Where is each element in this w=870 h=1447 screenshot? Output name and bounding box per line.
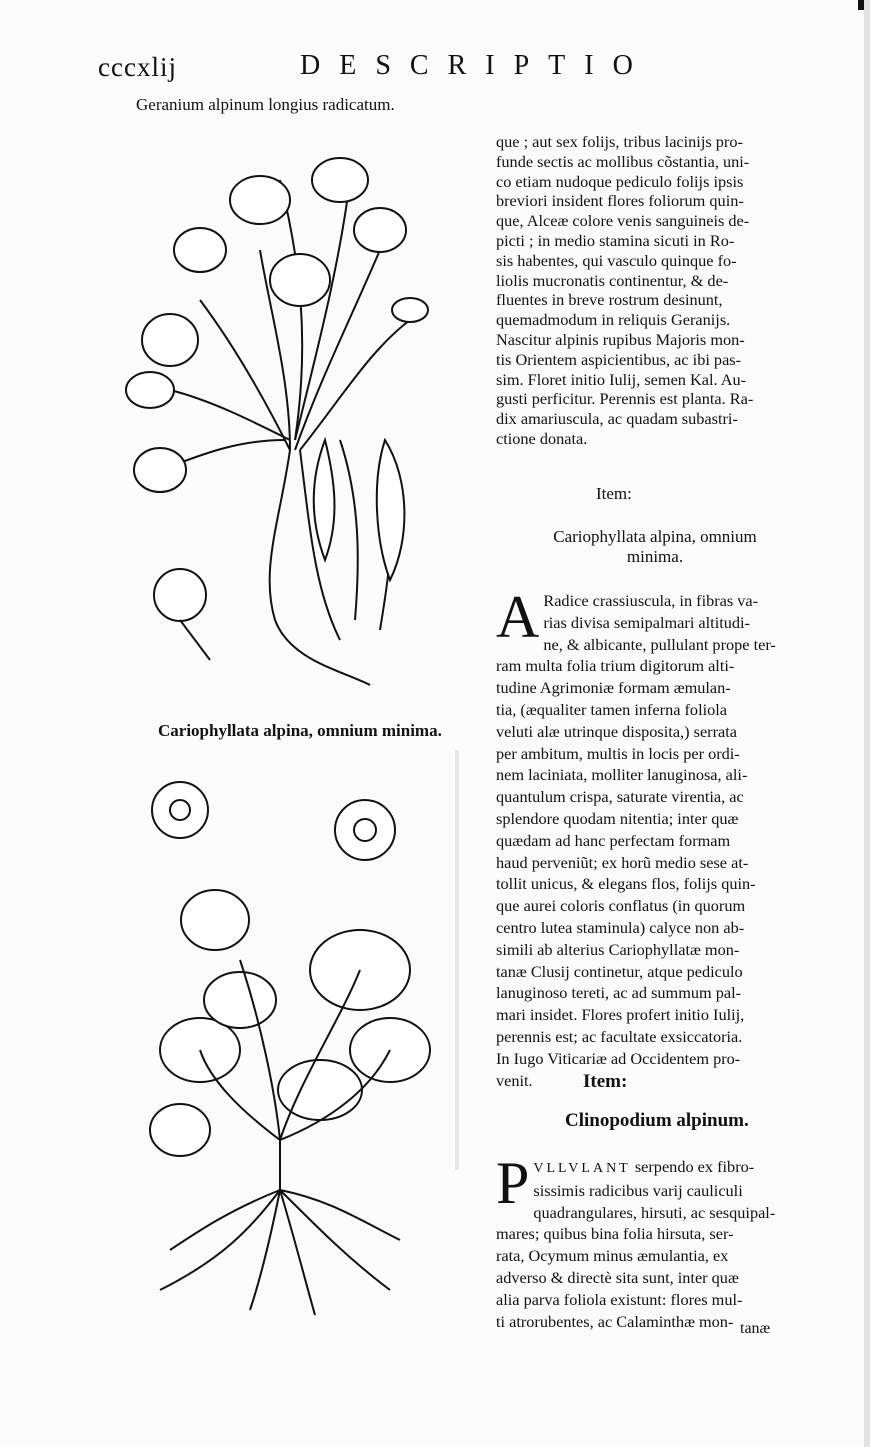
text-fragment: serpendo ex fibro- <box>634 1157 755 1176</box>
text-line: tanæ Clusij continetur, atque pediculo <box>496 961 743 981</box>
text-line: ram multa folia trium digitorum alti- <box>496 656 735 676</box>
text-line: Radice crassiuscula, in fibras va- <box>543 591 759 610</box>
text-line: fluentes in breve rostrum desinunt, <box>496 290 723 310</box>
running-head: DESCRIPTIO <box>300 50 652 81</box>
text-line: que ; aut sex folijs, tribus lacinijs pro- <box>496 132 743 151</box>
section-title-cariophyllata <box>505 527 805 567</box>
text-line: quædam ad hanc perfectam formam <box>496 830 731 850</box>
text-line: gusti perficitur. Perennis est planta. Ra- <box>496 389 754 409</box>
text-line: breviori insident flores foliorum quin- <box>496 191 744 211</box>
text-line: rias divisa semipalmari altitudi- <box>543 612 750 632</box>
text-line: funde sectis ac mollibus cõstantia, uni- <box>496 151 750 171</box>
text-line: ctione donata. <box>496 428 588 448</box>
text-line: In Iugo Viticariæ ad Occidentem pro- <box>496 1048 741 1068</box>
text-line: mares; quibus bina folia hirsuta, ser- <box>496 1224 734 1244</box>
text-line: ne, & albicante, pullulant prope ter- <box>543 634 776 654</box>
text-line: veluti alæ utrinque disposita,) serrata <box>496 721 737 741</box>
opening-word: VLLVLANT <box>533 1161 631 1176</box>
section-label-item: Item: <box>596 484 632 503</box>
text-line: centro lutea staminula) calyce non ab- <box>496 917 745 937</box>
text-line: rata, Ocymum minus æmulantia, ex <box>496 1246 729 1266</box>
page-number: cccxlij <box>98 52 177 82</box>
text-line: splendore quodam nitentia; inter quæ <box>496 808 739 828</box>
text-line: alia parva foliola existunt: flores mul- <box>496 1289 743 1309</box>
text-line: que, Alceæ colore venis sanguineis de- <box>496 211 750 231</box>
figure-caption-geranium: Geranium alpinum longius radicatum. <box>136 95 395 114</box>
catchword: tanæ <box>740 1320 771 1337</box>
text-line: ti atrorubentes, ac Calaminthæ mon- <box>496 1311 734 1331</box>
text-line: sim. Floret initio Iulij, semen Kal. Au- <box>496 369 747 389</box>
text-line: tudine Agrimoniæ formam æmulan- <box>496 678 731 698</box>
text-line: sissimis radicibus varij cauliculi <box>533 1180 743 1200</box>
text-line: tis Orientem aspicientibus, ac ibi pas- <box>496 349 742 369</box>
section-title-clinopodium: Clinopodium alpinum. <box>565 1110 749 1131</box>
cariophyllata-woodcut-illustration <box>130 760 450 1320</box>
text-line: tia, (æqualiter tamen inferna foliola <box>496 699 728 719</box>
text-line: simili ab alterius Cariophyllatæ mon- <box>496 939 740 959</box>
text-line: per ambitum, multis in locis per ordi- <box>496 743 740 763</box>
text-line: perennis est; ac facultate exsiccatoria. <box>496 1026 743 1046</box>
page-edge <box>864 0 870 1447</box>
text-line: tollit unicus, & elegans flos, folijs quin- <box>496 874 756 894</box>
text-line: dix amariuscula, ac quadam subastri- <box>496 409 738 429</box>
text-line: haud perveniũt; ex horũ medio sese at- <box>496 852 749 872</box>
cariophyllata-description <box>496 584 796 1091</box>
text-line: quemadmodum in reliquis Geranijs. <box>496 310 731 330</box>
text-line: picti ; in medio stamina sicuti in Ro- <box>496 230 735 250</box>
section-title-line: minima. <box>626 547 684 566</box>
clinopodium-description <box>496 1150 796 1332</box>
text-line: adverso & directè sita sunt, inter quæ <box>496 1267 739 1287</box>
section-label-item: Item: <box>583 1071 628 1092</box>
drop-cap: A <box>496 584 540 650</box>
text-line: nem laciniata, molliter lanuginosa, ali- <box>496 765 748 785</box>
bleed-through-shadow <box>455 750 459 1170</box>
text-line-first <box>496 1156 796 1180</box>
section-title-line: Cariophyllata alpina, omnium <box>553 527 757 546</box>
geranium-woodcut-illustration <box>110 140 450 700</box>
text-line: co etiam nudoque pediculo folijs ipsis <box>496 171 744 191</box>
text-line: quantulum crispa, saturate virentia, ac <box>496 787 744 807</box>
text-line: quadrangulares, hirsuti, ac sesquipal- <box>533 1202 776 1222</box>
geranium-description <box>496 132 796 449</box>
figure-caption-cariophyllata: Cariophyllata alpina, omnium minima. <box>158 721 442 740</box>
text-line: mari insidet. Flores profert initio Iulij, <box>496 1005 745 1025</box>
text-line: que aurei coloris conflatus (in quorum <box>496 896 746 916</box>
text-line: lanuginoso tereti, ac ad summum pal- <box>496 983 742 1003</box>
text-line: liolis mucronatis continentur, & de- <box>496 270 729 290</box>
text-line: Nascitur alpinis rupibus Majoris mon- <box>496 329 745 349</box>
text-line: venit. <box>496 1070 533 1090</box>
drop-cap: P <box>496 1150 530 1216</box>
text-line: sis habentes, qui vasculo quinque fo- <box>496 250 737 270</box>
